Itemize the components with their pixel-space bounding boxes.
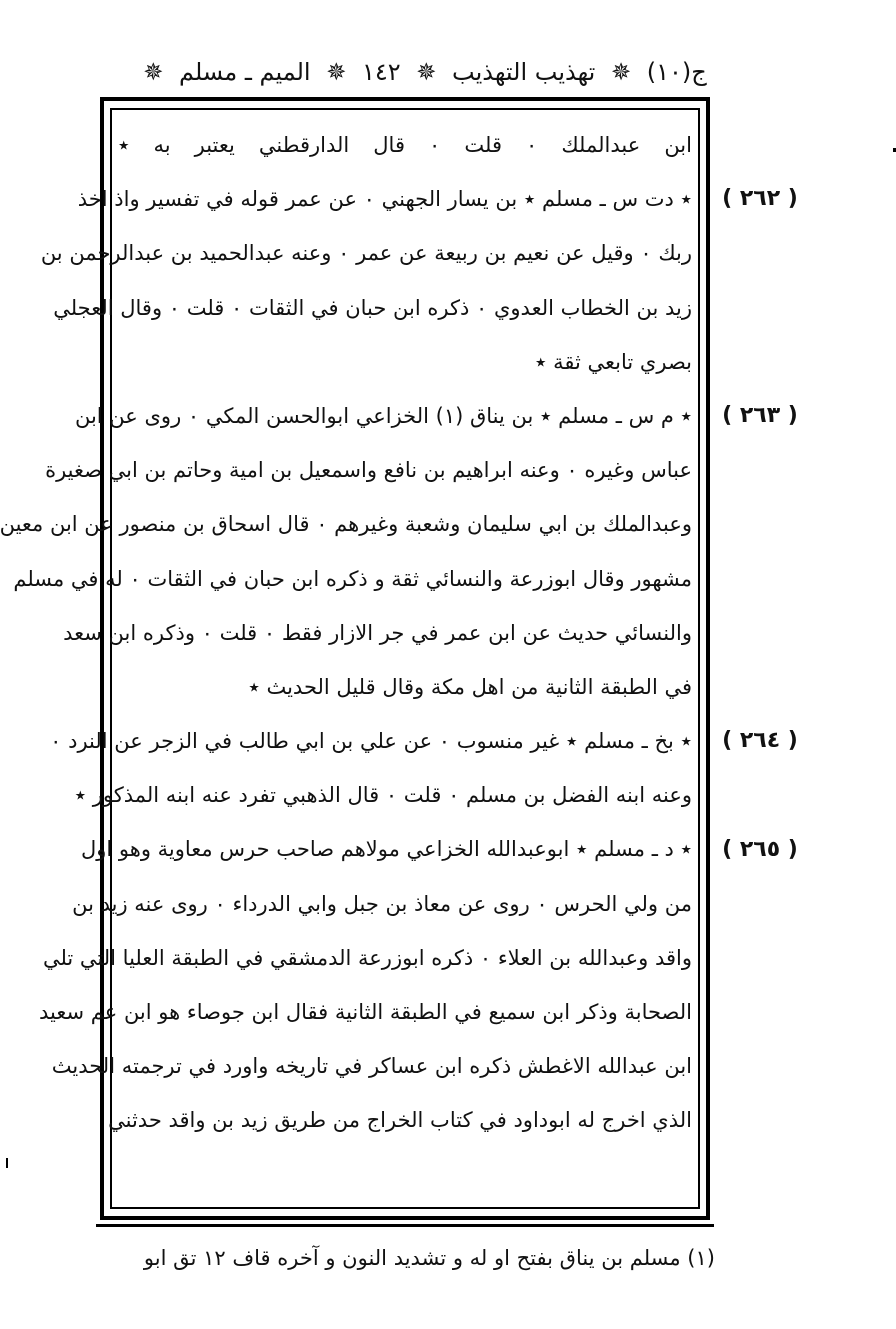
text-line: ٭ دت س ـ مسلم ٭ بن يسار الجهني ٠ عن عمر قوله في تفسير واذ اخذ [77,187,692,212]
entry-number: ( ٢٦٢ ) [722,186,798,211]
text-line: ابن عبدالله الاغطش ذكره ابن عساكر في تاريخه واورد في ترجمته الحديث [51,1054,692,1079]
bottom-rule [96,1224,714,1227]
text-line: واقد وعبدالله بن العلاء ٠ ذكره ابوزرعة الدمشقي في الطبقة العليا التي تلي [42,945,692,970]
page-header [130,52,720,92]
text-line: عباس وغيره ٠ وعنه ابراهيم بن نافع واسمعيل بن امية وحاتم بن ابي صغيرة [45,458,692,483]
text-line: ٭ بخ ـ مسلم ٭ غير منسوب ٠ عن علي بن ابي طالب في الزجر عن النرد ٠ [50,729,692,754]
text-line: الصحابة وذكر ابن سميع في الطبقة الثانية فقال ابن جوصاء هو ابن عم سعيد [39,1000,692,1024]
ornament-icon: ✵ [610,58,632,86]
text-line: ٭ د ـ مسلم ٭ ابوعبدالله الخزاعي مولاهم صاحب حرس معاوية وهو اول [81,837,692,862]
footnote: (١) مسلم بن يناق بفتح او له و تشديد النون و آخره قاف ١٢ تق ابو [143,1246,715,1270]
page-number: ١٤٢ [361,58,401,86]
text-line: زيد بن الخطاب العدوي ٠ ذكره ابن حبان في الثقات ٠ قلت ٠ وقال العجلي [53,295,692,320]
book-title: تهذيب التهذيب [452,58,596,86]
entry-number: ( ٢٦٤ ) [722,728,798,753]
ornament-icon: ✵ [326,58,347,86]
scan-edge-mark [6,1158,8,1168]
text-line: ربك ٠ وقيل عن نعيم بن ربيعة عن عمر ٠ وعنه عبدالحميد بن عبدالرحمن بن [40,241,692,266]
text-line: في الطبقة الثانية من اهل مكة وقال قليل الحديث ٭ [248,674,692,699]
main-text [0,118,692,1148]
volume-label: ج(١٠) [646,58,707,86]
entry-number: ( ٢٦٣ ) [722,403,798,428]
entry-number: ( ٢٦٥ ) [722,837,798,862]
ornament-icon: ✵ [143,58,164,86]
text-line: بصري تابعي ثقة ٭ [535,349,692,374]
text-line: من ولي الحرس ٠ روى عن معاذ بن جبل وابي الدرداء ٠ روى عنه زيد بن [72,891,692,916]
text-line: والنسائي حديث عن ابن عمر في جر الازار فقط ٠ قلت ٠ وذكره ابن سعد [63,620,692,645]
ornament-icon: ✵ [416,58,437,86]
text-line: مشهور وقال ابوزرعة والنسائي ثقة و ذكره ابن حبان في الثقات ٠ له في مسلم [13,566,692,591]
text-line: وعنه ابنه الفضل بن مسلم ٠ قلت ٠ قال الذهبي تفرد عنه ابنه المذكور ٭ [74,783,692,808]
text-line: ٭ م س ـ مسلم ٭ بن يناق (١) الخزاعي ابوالحسن المكي ٠ روى عن ابن [74,403,692,428]
text-line: الذي اخرج له ابوداود في كتاب الخراج من طريق زيد بن واقد حدثني [108,1108,692,1133]
section-title: الميم ـ مسلم [179,58,311,86]
text-line: وعبدالملك بن ابي سليمان وشعبة وغيرهم ٠ قال اسحاق بن منصور عن ابن معين [0,512,692,537]
text-line: ابن عبدالملك ٠ قلت ٠ قال الدارقطني يعتبر به ٭ [118,133,692,157]
